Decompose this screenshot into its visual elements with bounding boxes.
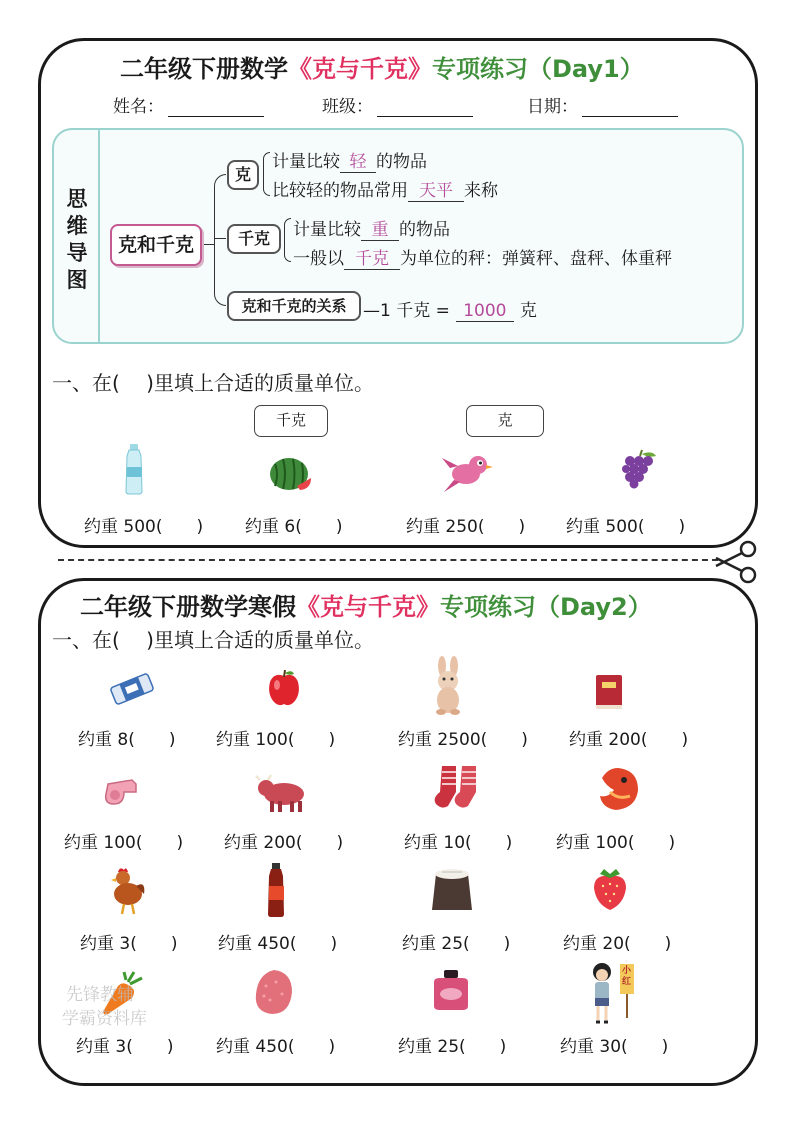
day2-item-label-9[interactable]: 约重 3( ) xyxy=(80,934,178,954)
day2-title-practice: 专项练习（Day2） xyxy=(440,593,652,621)
day1-item-label-3[interactable]: 约重 250( ) xyxy=(406,517,526,537)
day2-item-label-4[interactable]: 约重 200( ) xyxy=(569,730,689,750)
mind-map-side-title: 思维导图 xyxy=(66,187,88,292)
day2-item-label-7[interactable]: 约重 10( ) xyxy=(404,833,513,853)
ke-line-1-answer[interactable]: 轻 xyxy=(340,147,376,173)
day2-item-label-5[interactable]: 约重 100( ) xyxy=(64,833,184,853)
qianke-line-1-suffix: 的物品 xyxy=(399,220,450,240)
qianke-line-2-text: 一般以 xyxy=(293,249,344,269)
qianke-line-1 xyxy=(293,215,450,241)
day2-item-label-15[interactable]: 约重 25( ) xyxy=(398,1037,507,1057)
day2-title xyxy=(80,587,652,622)
whistle-icon xyxy=(102,770,142,810)
ke-line-1-text: 计量比较 xyxy=(272,152,340,172)
day2-item-label-2[interactable]: 约重 100( ) xyxy=(216,730,336,750)
mind-map-panel xyxy=(52,128,744,344)
day2-item-label-6[interactable]: 约重 200( ) xyxy=(224,833,344,853)
watermark-line-2: 学霸资料库 xyxy=(62,1009,147,1029)
day2-item-label-16[interactable]: 约重 30( ) xyxy=(560,1037,669,1057)
day2-item-label-12[interactable]: 约重 20( ) xyxy=(563,934,672,954)
bird-icon xyxy=(440,450,496,496)
ke-line-1-suffix: 的物品 xyxy=(376,152,427,172)
mind-map-connector xyxy=(214,238,226,239)
date-blank[interactable] xyxy=(582,101,678,117)
ke-brace xyxy=(263,152,270,196)
qianke-line-1-text: 计量比较 xyxy=(293,220,361,240)
strawberry-icon xyxy=(590,866,630,912)
day1-title-topic: 《克与千克》 xyxy=(288,55,432,83)
ink-bottle-icon xyxy=(428,968,474,1012)
qianke-line-2-suffix: 为单位的秤：弹簧秤、盘秤、体重秤 xyxy=(400,249,672,269)
day2-title-topic: 《克与千克》 xyxy=(296,593,440,621)
class-label: 班级： xyxy=(322,97,373,117)
mind-map-qianke-node: 千克 xyxy=(227,224,281,254)
relation-answer[interactable]: 1000 xyxy=(456,301,514,322)
rabbit-icon xyxy=(428,656,468,716)
grapes-icon xyxy=(618,448,660,490)
relation-text: —1 千克 = xyxy=(363,301,450,321)
ke-line-2 xyxy=(272,176,498,202)
class-blank[interactable] xyxy=(377,101,473,117)
day1-item-label-1[interactable]: 约重 500( ) xyxy=(84,517,204,537)
qianke-line-2-answer[interactable]: 千克 xyxy=(344,244,400,270)
day1-title-grade: 二年级下册数学 xyxy=(120,55,288,83)
qianke-line-2 xyxy=(293,244,672,270)
ke-line-2-answer[interactable]: 天平 xyxy=(408,176,464,202)
book-icon xyxy=(592,672,626,712)
date-field[interactable] xyxy=(527,92,678,117)
watermelon-icon xyxy=(267,456,313,492)
scissors-icon xyxy=(712,540,762,584)
relation-suffix: 克 xyxy=(519,301,537,321)
class-field[interactable] xyxy=(322,92,473,117)
date-label: 日期： xyxy=(527,97,578,117)
ke-line-2-text: 比较轻的物品常用 xyxy=(272,181,408,201)
day2-item-label-10[interactable]: 约重 450( ) xyxy=(218,934,338,954)
water-bottle-icon xyxy=(120,443,148,495)
qianke-line-1-answer[interactable]: 重 xyxy=(361,215,399,241)
day2-item-label-8[interactable]: 约重 100( ) xyxy=(556,833,676,853)
day2-question-heading: 一、在( )里填上合适的质量单位。 xyxy=(52,628,374,652)
day2-item-label-13[interactable]: 约重 3( ) xyxy=(76,1037,174,1057)
day1-title-practice: 专项练习（Day1） xyxy=(432,55,644,83)
day2-item-label-3[interactable]: 约重 2500( ) xyxy=(398,730,528,750)
option-gram[interactable]: 克 xyxy=(466,405,544,437)
drink-bottle-icon xyxy=(262,862,290,918)
mind-map-relation-node: 克和千克的关系 xyxy=(227,291,361,321)
mind-map-ke-node: 克 xyxy=(227,160,259,190)
chicken-icon xyxy=(106,866,146,918)
cow-icon xyxy=(254,774,314,814)
papaya-icon xyxy=(250,966,296,1018)
mind-map-brace xyxy=(214,174,226,306)
apple-icon xyxy=(266,668,302,708)
day2-item-label-1[interactable]: 约重 8( ) xyxy=(78,730,176,750)
day2-title-grade: 二年级下册数学寒假 xyxy=(80,593,296,621)
ke-line-2-suffix: 来称 xyxy=(464,181,498,201)
fish-icon xyxy=(594,764,642,814)
name-blank[interactable] xyxy=(168,101,264,117)
watermark xyxy=(62,983,147,1031)
name-field[interactable] xyxy=(113,92,264,117)
eraser-icon xyxy=(108,672,156,706)
relation-line xyxy=(363,296,537,322)
cut-line xyxy=(58,559,718,561)
option-kilogram[interactable]: 千克 xyxy=(254,405,328,437)
mind-map-side-bar xyxy=(54,130,100,342)
mind-map-connector xyxy=(204,244,214,245)
day1-question-heading: 一、在( )里填上合适的质量单位。 xyxy=(52,371,374,395)
flour-sack-icon xyxy=(428,866,476,912)
day1-item-label-4[interactable]: 约重 500( ) xyxy=(566,517,686,537)
ke-line-1 xyxy=(272,147,427,173)
girl-sign-text: 小红 xyxy=(622,966,632,987)
day2-item-label-14[interactable]: 约重 450( ) xyxy=(216,1037,336,1057)
watermark-line-1: 先锋教辅 xyxy=(66,985,134,1005)
name-label: 姓名： xyxy=(113,97,164,117)
qianke-brace xyxy=(284,218,291,262)
day1-title xyxy=(120,49,644,84)
day2-item-label-11[interactable]: 约重 25( ) xyxy=(402,934,511,954)
day1-item-label-2[interactable]: 约重 6( ) xyxy=(245,517,343,537)
socks-icon xyxy=(428,764,492,812)
mind-map-root: 克和千克 xyxy=(110,224,202,266)
